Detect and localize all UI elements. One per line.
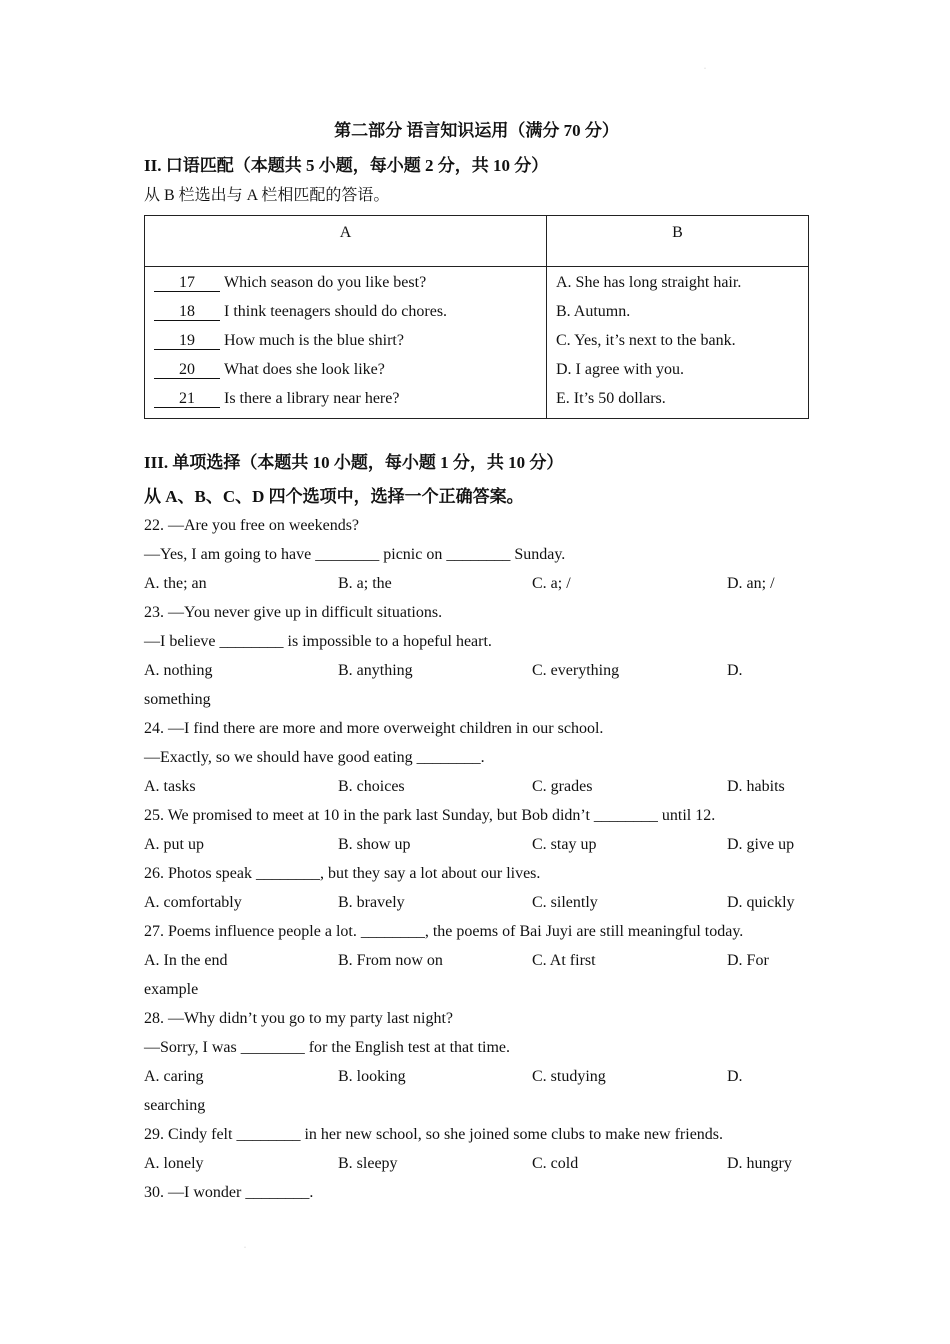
question-22-response: —Yes, I am going to have ________ picnic on ________ Sunday.	[144, 546, 566, 563]
matching-question	[154, 360, 546, 389]
option-b[interactable]: B. bravely	[338, 894, 405, 911]
option-d[interactable]: D.	[727, 1068, 743, 1085]
option-a[interactable]: A. comfortably	[144, 894, 242, 911]
option-c[interactable]: C. stay up	[532, 836, 597, 853]
answer-blank[interactable]: 17	[154, 275, 220, 292]
question-22-options	[144, 574, 809, 594]
question-26-options	[144, 893, 809, 913]
matching-table	[144, 215, 809, 419]
question-26-stem: 26. Photos speak ________, but they say a lot about our lives.	[144, 865, 541, 882]
option-d[interactable]: D. hungry	[727, 1155, 792, 1172]
matching-question	[154, 331, 546, 360]
answer-blank[interactable]: 18	[154, 304, 220, 321]
question-22-stem: 22. —Are you free on weekends?	[144, 517, 360, 534]
option-b[interactable]: B. choices	[338, 778, 405, 795]
question-23-stem: 23. —You never give up in difficult situations.	[144, 604, 443, 621]
matching-question	[154, 273, 546, 302]
question-text: Is there a library near here?	[224, 390, 400, 407]
matching-answer: B. Autumn.	[556, 303, 631, 320]
option-a[interactable]: A. nothing	[144, 662, 213, 679]
option-b[interactable]: B. show up	[338, 836, 411, 853]
option-c[interactable]: C. At first	[532, 952, 596, 969]
question-25-options	[144, 835, 809, 855]
option-c[interactable]: C. silently	[532, 894, 598, 911]
section-2-title: II. 口语匹配（本题共 5 小题，每小题 2 分，共 10 分）	[144, 156, 549, 175]
option-d[interactable]: D. For	[727, 952, 769, 969]
question-24-response: —Exactly, so we should have good eating ________.	[144, 749, 485, 766]
option-a[interactable]: A. lonely	[144, 1155, 204, 1172]
column-b-header: B	[547, 216, 809, 267]
question-28-response: —Sorry, I was ________ for the English test at that time.	[144, 1039, 511, 1056]
question-text: Which season do you like best?	[224, 274, 427, 291]
question-23-response: —I believe ________ is impossible to a hopeful heart.	[144, 633, 492, 650]
question-25-stem: 25. We promised to meet at 10 in the park last Sunday, but Bob didn’t ________ until 12.	[144, 807, 716, 824]
matching-answer: D. I agree with you.	[556, 361, 684, 378]
matching-question	[154, 302, 546, 331]
question-24-options	[144, 777, 809, 797]
option-a[interactable]: A. caring	[144, 1068, 204, 1085]
option-d-wrap[interactable]: something	[144, 691, 211, 708]
answer-blank[interactable]: 21	[154, 391, 220, 408]
column-b-answers	[547, 267, 809, 419]
question-29-options	[144, 1154, 809, 1174]
option-b[interactable]: B. looking	[338, 1068, 406, 1085]
column-a-questions	[145, 267, 547, 419]
option-a[interactable]: A. In the end	[144, 952, 228, 969]
scan-dot: ·	[244, 1245, 246, 1251]
option-b[interactable]: B. a; the	[338, 575, 392, 592]
question-text: I think teenagers should do chores.	[224, 303, 448, 320]
option-b[interactable]: B. sleepy	[338, 1155, 398, 1172]
option-c[interactable]: C. everything	[532, 662, 620, 679]
option-d[interactable]: D. an; /	[727, 575, 775, 592]
section-3-instruction: 从 A、B、C、D 四个选项中，选择一个正确答案。	[144, 487, 524, 506]
option-c[interactable]: C. a; /	[532, 575, 571, 592]
option-a[interactable]: A. put up	[144, 836, 204, 853]
option-a[interactable]: A. the; an	[144, 575, 207, 592]
matching-answer: A. She has long straight hair.	[556, 274, 742, 291]
matching-question	[154, 389, 546, 418]
option-d-wrap[interactable]: searching	[144, 1097, 206, 1114]
part-title: 第二部分 语言知识运用（满分 70 分）	[334, 121, 619, 140]
question-28-stem: 28. —Why didn’t you go to my party last night?	[144, 1010, 454, 1027]
option-c[interactable]: C. studying	[532, 1068, 606, 1085]
scan-dot: ·	[704, 66, 706, 72]
matching-answer: E. It’s 50 dollars.	[556, 390, 666, 407]
option-d[interactable]: D. habits	[727, 778, 785, 795]
question-text: What does she look like?	[224, 361, 385, 378]
question-text: How much is the blue shirt?	[224, 332, 404, 349]
option-b[interactable]: B. anything	[338, 662, 413, 679]
question-29-stem: 29. Cindy felt ________ in her new school, so she joined some clubs to make new friends.	[144, 1126, 724, 1143]
option-c[interactable]: C. grades	[532, 778, 593, 795]
question-28-options	[144, 1067, 809, 1087]
column-a-header: A	[145, 216, 547, 267]
answer-blank[interactable]: 20	[154, 362, 220, 379]
option-d-wrap[interactable]: example	[144, 981, 199, 998]
option-c[interactable]: C. cold	[532, 1155, 579, 1172]
option-b[interactable]: B. From now on	[338, 952, 443, 969]
section-3-title: III. 单项选择（本题共 10 小题，每小题 1 分，共 10 分）	[144, 453, 564, 472]
option-a[interactable]: A. tasks	[144, 778, 196, 795]
answer-blank[interactable]: 19	[154, 333, 220, 350]
question-27-options	[144, 951, 809, 971]
question-23-options	[144, 661, 809, 681]
option-d[interactable]: D.	[727, 662, 743, 679]
matching-answer: C. Yes, it’s next to the bank.	[556, 332, 736, 349]
option-d[interactable]: D. give up	[727, 836, 795, 853]
question-27-stem: 27. Poems influence people a lot. ________, the poems of Bai Juyi are still meaningful today.	[144, 923, 744, 940]
section-2-instruction: 从 B 栏选出与 A 栏相匹配的答语。	[144, 187, 390, 204]
question-24-stem: 24. —I find there are more and more overweight children in our school.	[144, 720, 604, 737]
question-30-stem: 30. —I wonder ________.	[144, 1184, 314, 1201]
option-d[interactable]: D. quickly	[727, 894, 795, 911]
